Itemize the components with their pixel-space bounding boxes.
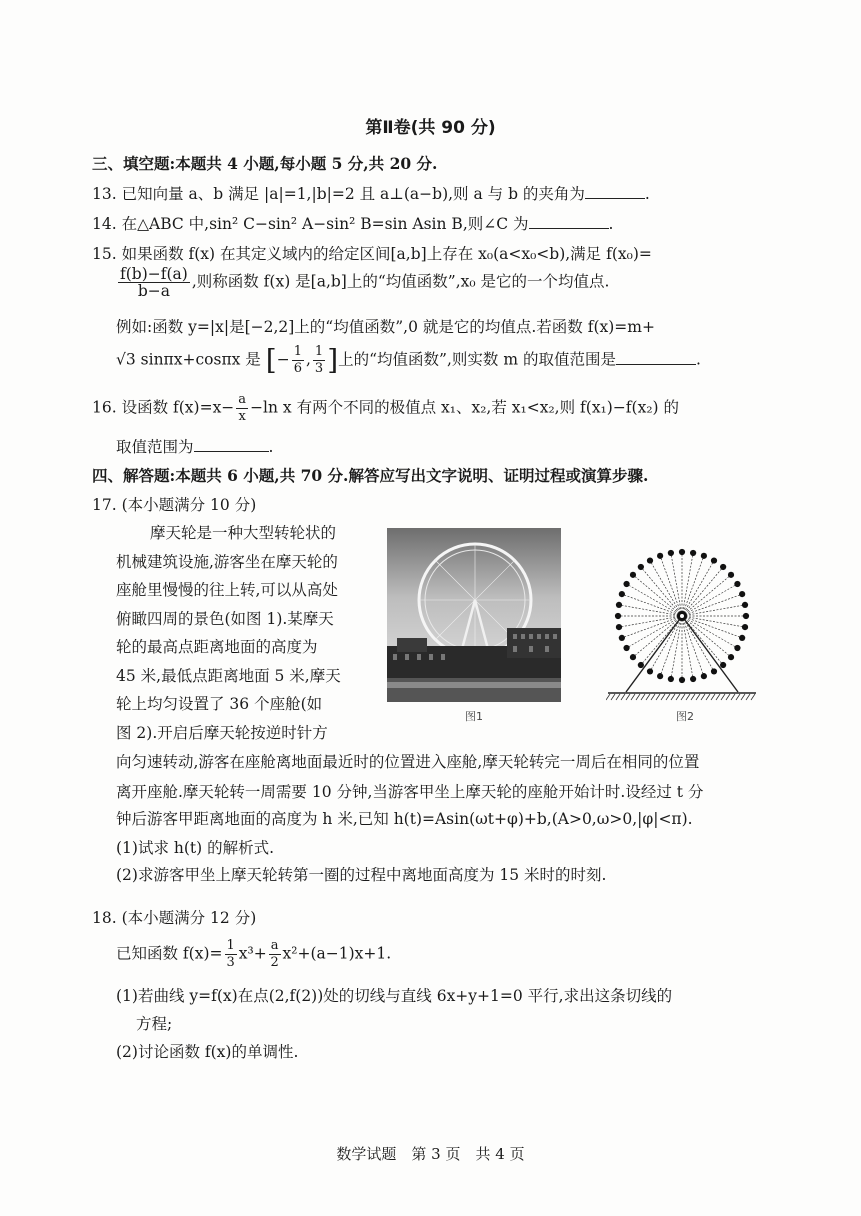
cabin [734,581,740,587]
question-13 [92,183,650,205]
q13-text: 13. 已知向量 a、b 满足 |a|=1,|b|=2 且 a⊥(a−b),则 a 与 b 的夹角为 [92,185,585,203]
answer-blank [529,214,609,229]
question-18-part-1-line-2: 方程; [136,1015,173,1033]
cabin [720,564,726,570]
q17-text-line: 45 米,最低点距离地面 5 米,摩天 [116,666,341,685]
cabin [630,654,636,660]
cabin [711,557,717,563]
cabin [690,550,696,556]
cabin [668,676,674,682]
cabin [647,557,653,563]
q17-text-line: 离开座舱.摩天轮转一周需要 10 分钟,当游客甲坐上摩天轮的座舱开始计时.设经过 t 分 [116,783,704,801]
cabin [701,673,707,679]
cabin [638,662,644,668]
question-16-line-2: 取值范围为 . [116,438,274,456]
mean-value-fraction: $\frac{f(b)-f(a)}{b-a}$ [120,265,188,300]
cabin [619,591,625,597]
cabin [657,553,663,559]
cabin [679,677,685,683]
q13-end: . [644,185,650,203]
cabin [615,613,621,619]
question-15-line-2: $\frac{f(b)-f(a)}{b-a}$ ,则称函数 f(x) 是[a,b]上的“均值函数”,x₀ 是它的一个均值点. [120,265,610,300]
q14-end: . [608,215,614,233]
cabin [690,676,696,682]
cabin [619,635,625,641]
answer-blank [585,184,645,199]
q17-text-line: 机械建筑设施,游客坐在摩天轮的 [116,552,338,571]
cabin [742,624,748,630]
q17-text-line: 向匀速转动,游客在座舱离地面最近时的位置进入座舱,摩天轮转完一周后在相同的位置 [116,753,700,771]
page-footer: 数学试题 第 3 页 共 4 页 [336,1145,525,1163]
cabin [616,602,622,608]
cabin [711,668,717,674]
cabin [630,572,636,578]
cabin [623,581,629,587]
q17-text-line: 轮的最高点距离地面的高度为 [116,638,318,656]
q17-text-line: 座舱里慢慢的往上转,可以从高处 [116,581,338,599]
question-17-label: 17. (本小题满分 10 分) [92,496,257,514]
cabin [734,645,740,651]
question-18-part-2: (2)讨论函数 f(x)的单调性. [116,1043,299,1061]
cabin [679,549,685,555]
q17-text-line: (1)试求 h(t) 的解析式. [116,839,275,857]
question-18-label: 18. (本小题满分 12 分) [92,909,257,927]
answer-blank [194,437,269,452]
question-16-line-1: 16. 设函数 f(x)=x− $\frac{a}{x}$ −ln x 有两个不同的极值点 x₁、x₂,若 x₁<x₂,则 f(x₁)−f(x₂) 的 [92,392,680,424]
cabin [728,654,734,660]
question-15-line-1: 15. 如果函数 f(x) 在其定义域内的给定区间[a,b]上存在 x₀(a<x₀<b),满足 f(x₀)= [92,245,652,263]
cabin [720,662,726,668]
ferris-wheel-photo [387,528,561,702]
question-15-line-4: √3 sinπx+cosπx 是 [− $\frac{1}{6}$ , $\frac{1}{3}$ ]上的“均值函数”,则实数 m 的取值范围是 . [116,343,701,377]
q17-text-line: 俯瞰四周的景色(如图 1).某摩天 [116,609,334,628]
page-title: 第Ⅱ卷(共 90 分) [365,118,496,138]
cabin [739,635,745,641]
cabin [742,602,748,608]
cabin [701,553,707,559]
section-4-heading: 四、解答题:本题共 6 小题,共 70 分.解答应写出文字说明、证明过程或演算步骤. [92,466,649,485]
figure-1-caption: 图1 [465,710,483,723]
q17-text-line: 图 2).开启后摩天轮按逆时针方 [116,723,328,742]
cabin [739,591,745,597]
ferris-wheel-diagram [606,544,758,702]
cabin [616,624,622,630]
cabin [638,564,644,570]
q17-text-line: 摩天轮是一种大型转轮状的 [150,524,337,542]
question-15-line-3: 例如:函数 y=|x|是[−2,2]上的“均值函数”,0 就是它的均值点.若函数 f(x)=m+ [116,318,655,336]
question-14 [92,213,613,235]
answer-blank [616,350,696,365]
figure-2-caption: 图2 [676,710,694,723]
question-18-function: 已知函数 f(x)= $\frac{1}{3}$ x³+ $\frac{a}{2}$ x²+(a−1)x+1. [116,938,392,970]
q14-text: 14. 在△ABC 中,sin² C−sin² A−sin² B=sin Asin B,则∠C 为 [92,215,529,233]
q17-text-line: 轮上均匀设置了 36 个座舱(如 [116,695,323,713]
cabin [657,673,663,679]
question-18-part-1-line-1: (1)若曲线 y=f(x)在点(2,f(2))处的切线与直线 6x+y+1=0 平行,求出这条切线的 [116,987,673,1005]
q17-text-line: (2)求游客甲坐上摩天轮转第一圈的过程中离地面高度为 15 米时的时刻. [116,866,607,884]
cabin [728,572,734,578]
cabin [623,645,629,651]
cabin [668,550,674,556]
section-3-heading: 三、填空题:本题共 4 小题,每小题 5 分,共 20 分. [92,154,438,173]
cabin [647,668,653,674]
q17-text-line: 钟后游客甲距离地面的高度为 h 米,已知 h(t)=Asin(ωt+φ)+b,(A>0,ω>0,|φ|<π). [116,810,693,828]
cabin [743,613,749,619]
